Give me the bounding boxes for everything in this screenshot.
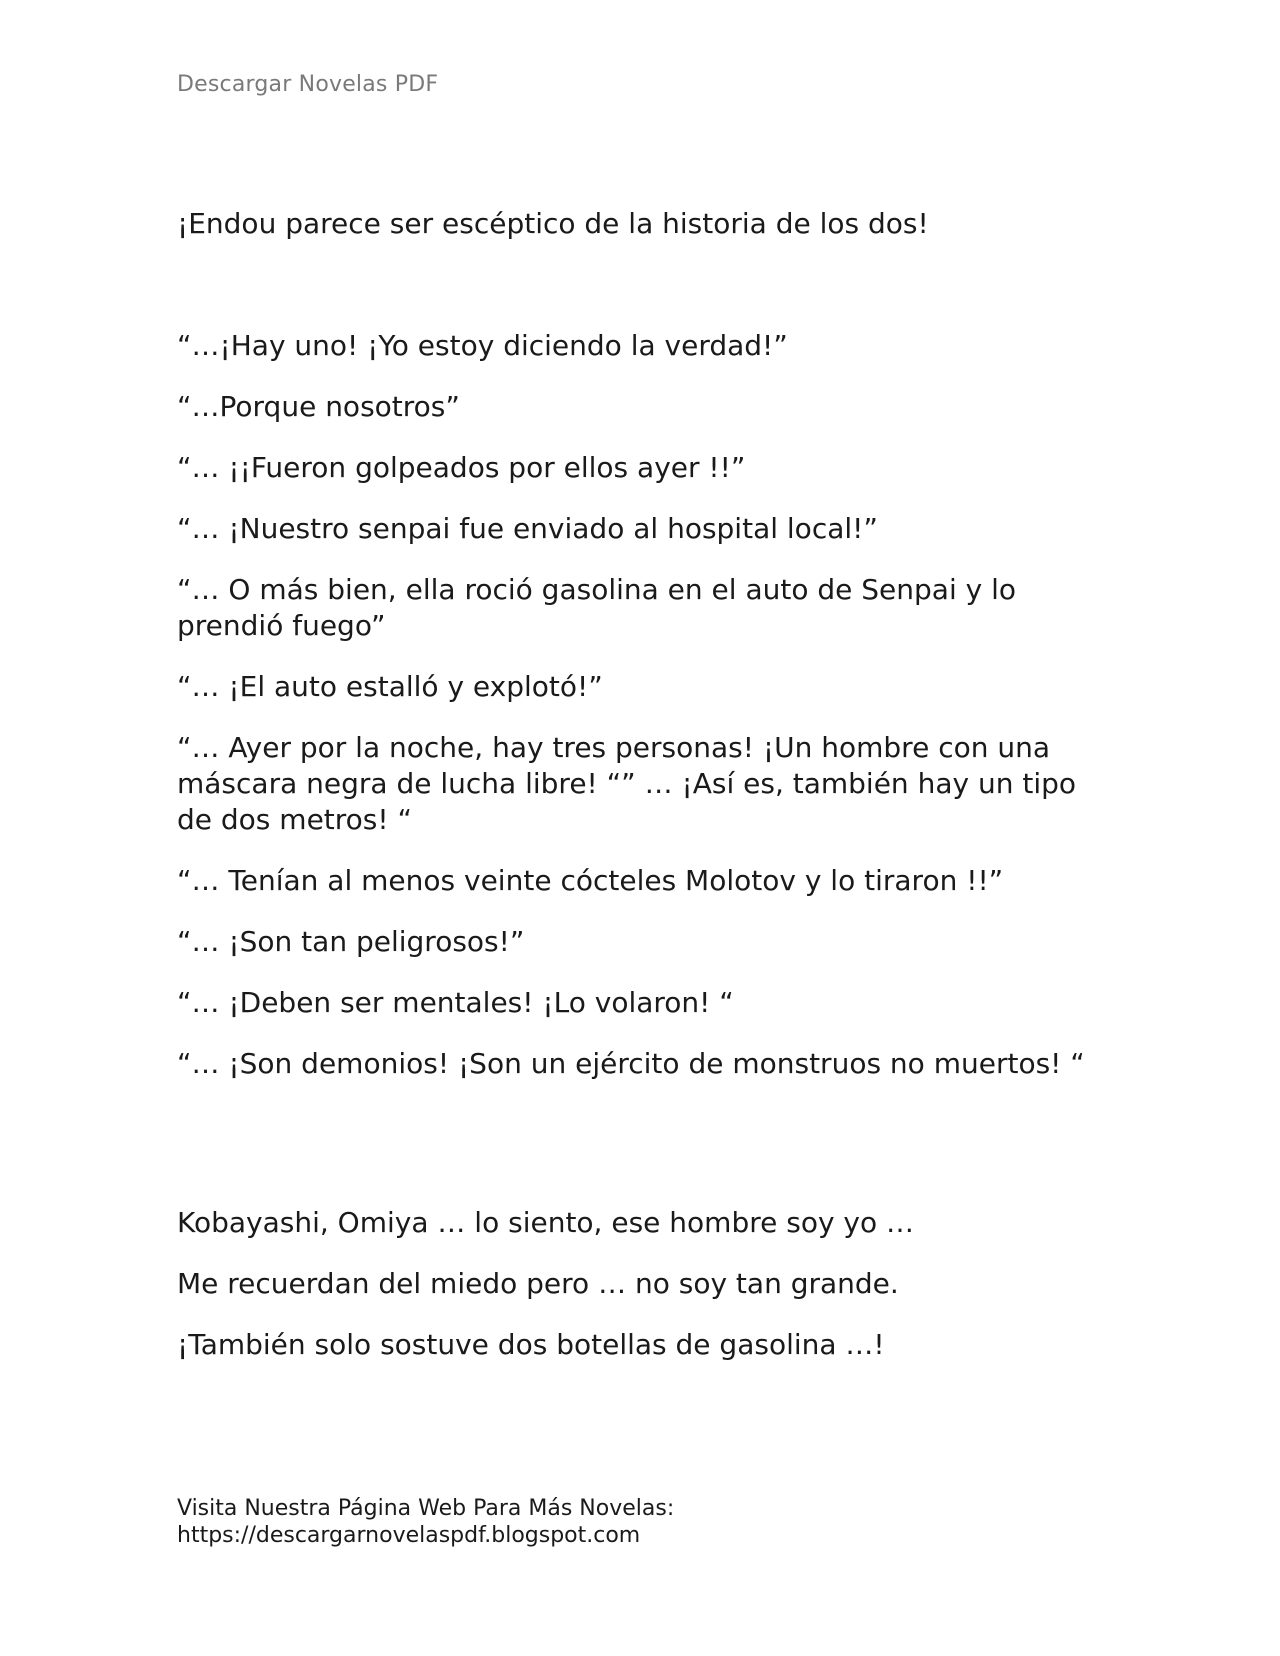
paragraph-10: “… ¡Son tan peligrosos!”	[177, 925, 525, 958]
page-footer	[177, 1495, 674, 1549]
paragraph-3: “…Porque nosotros”	[177, 390, 460, 423]
paragraph-11: “… ¡Deben ser mentales! ¡Lo volaron! “	[177, 986, 734, 1019]
paragraph-1: ¡Endou parece ser escéptico de la historia de los dos!	[177, 207, 929, 240]
paragraph-4: “… ¡¡Fueron golpeados por ellos ayer !!”	[177, 451, 746, 484]
page-header: Descargar Novelas PDF	[177, 72, 439, 97]
paragraph-9: “… Tenían al menos veinte cócteles Molotov y lo tiraron !!”	[177, 864, 1004, 897]
paragraph-7: “… ¡El auto estalló y explotó!”	[177, 670, 603, 703]
paragraph-2: “…¡Hay uno! ¡Yo estoy diciendo la verdad!”	[177, 329, 788, 362]
paragraph-14: Me recuerdan del miedo pero … no soy tan grande.	[177, 1267, 899, 1300]
paragraph-8: “… Ayer por la noche, hay tres personas! ¡Un hombre con una máscara negra de lucha libre! “” … ¡Así es, también hay un tipo de dos metros! “	[177, 731, 1077, 836]
paragraph-15: ¡También solo sostuve dos botellas de gasolina …!	[177, 1328, 885, 1361]
paragraph-5: “… ¡Nuestro senpai fue enviado al hospital local!”	[177, 512, 878, 545]
footer-website-link[interactable]: https://descargarnovelaspdf.blogspot.com	[177, 1523, 641, 1548]
footer-promo-text: Visita Nuestra Página Web Para Más Novelas:	[177, 1496, 675, 1521]
paragraph-13: Kobayashi, Omiya … lo siento, ese hombre soy yo …	[177, 1206, 915, 1239]
paragraph-12: “… ¡Son demonios! ¡Son un ejército de monstruos no muertos! “	[177, 1047, 1085, 1080]
paragraph-6: “… O más bien, ella roció gasolina en el auto de Senpai y lo prendió fuego”	[177, 573, 1017, 642]
